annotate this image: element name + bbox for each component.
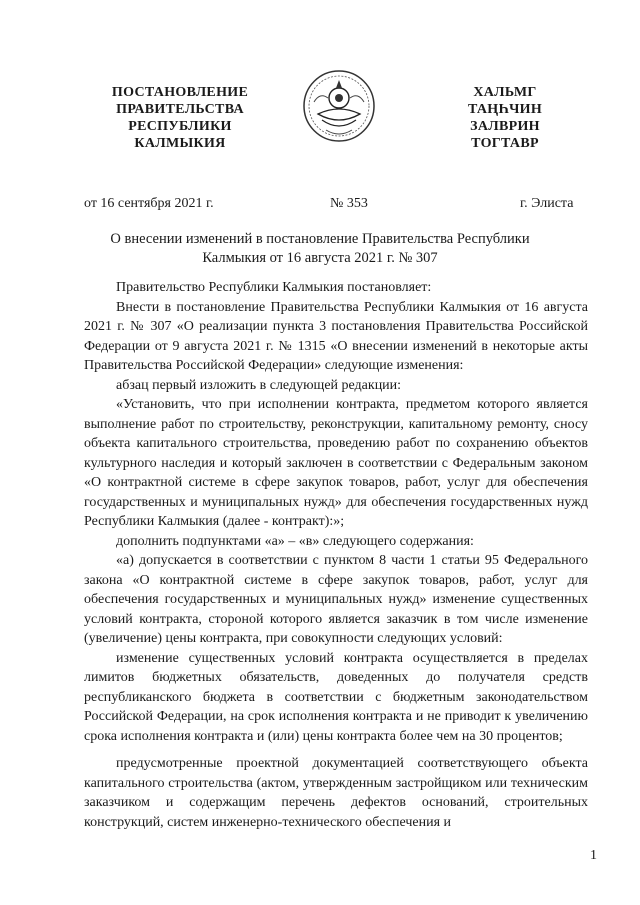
title-line: Калмыкия от 16 августа 2021 г. № 307 <box>202 250 438 266</box>
kalmykia-emblem-icon <box>300 68 378 144</box>
body-paragraph: «а) допускается в соответствии с пунктом 8 части 1 статьи 95 Федерального закона «О контрактной системе в сфере закупок товаров, работ, услуг для обеспечения государственных и муниципальных нужд» изменение существенных условий контракта, стороной которого является заказчик в том числе изменение (увеличение) цены контракта, при совокупности следующих условий: <box>84 553 588 646</box>
document-number: № 353 <box>330 196 368 211</box>
page-number: 1 <box>590 848 597 863</box>
document-body <box>84 278 588 832</box>
body-paragraph: дополнить подпунктами «а» – «в» следующего содержания: <box>116 533 474 549</box>
document-date: от 16 сентября 2021 г. <box>84 196 214 211</box>
header-right-line: ТАҢҺЧИН <box>467 102 543 117</box>
header-right-line: ЗАЛВРИН <box>470 119 540 134</box>
document-title <box>100 230 540 268</box>
body-paragraph: изменение существенных условий контракта осуществляется в пределах лимитов бюджетных обязательств, доведенных до получателя средств республиканского бюджета в соответствии с бюджетным законодательством Российской Федерации, на срок исполнения контракта и не приводит к увеличению срока исполнения контракта и (или) цены контракта более чем на 30 процентов; <box>84 650 588 744</box>
body-paragraph: Внести в постановление Правительства Республики Калмыкия от 16 августа 2021 г. № 307 «О реализации пункта 3 постановления Правительства Российской Федерации от 9 августа 2021 г. № 1315 «О внесении изменений в некоторые акты Правительства Российской Федерации» следующие изменения: <box>84 299 588 373</box>
header-right-line: ТОГТАВР <box>471 136 539 151</box>
header-right-line: ХАЛЬМГ <box>473 85 537 100</box>
header-right-kalmyk <box>440 84 570 152</box>
header-left-line: РЕСПУБЛИКИ <box>128 119 232 134</box>
body-paragraph: Правительство Республики Калмыкия постановляет: <box>116 280 432 295</box>
body-paragraph: абзац первый изложить в следующей редакции: <box>116 377 402 393</box>
title-line: О внесении изменений в постановление Правительства Республики <box>110 231 530 247</box>
document-city: г. Элиста <box>520 196 574 211</box>
header-left-line: КАЛМЫКИЯ <box>134 136 226 151</box>
header-left-line: ПОСТАНОВЛЕНИЕ <box>111 85 249 100</box>
body-paragraph: «Установить, что при исполнении контракта, предметом которого является выполнение работ по строительству, реконструкции, капитальному ремонту, сносу объекта капитального строительства, проведению работ по сохранению объектов культурного наследия и который заключен в соответствии с Федеральным законом «О контрактной системе в сфере закупок товаров, работ, услуг для обеспечения государственных и муниципальных нужд» для обеспечения государственных нужд Республики Калмыкия (далее - контракт):»; <box>84 397 588 529</box>
body-paragraph: предусмотренные проектной документацией соответствующего объекта капитального строительства (актом, утвержденным застройщиком или техническим заказчиком и содержащим перечень дефектов оснований, строительных конструкций, систем инженерно-технического обеспечения и <box>84 756 588 830</box>
header-left-russian <box>92 84 268 152</box>
header-left-line: ПРАВИТЕЛЬСТВА <box>116 102 244 117</box>
